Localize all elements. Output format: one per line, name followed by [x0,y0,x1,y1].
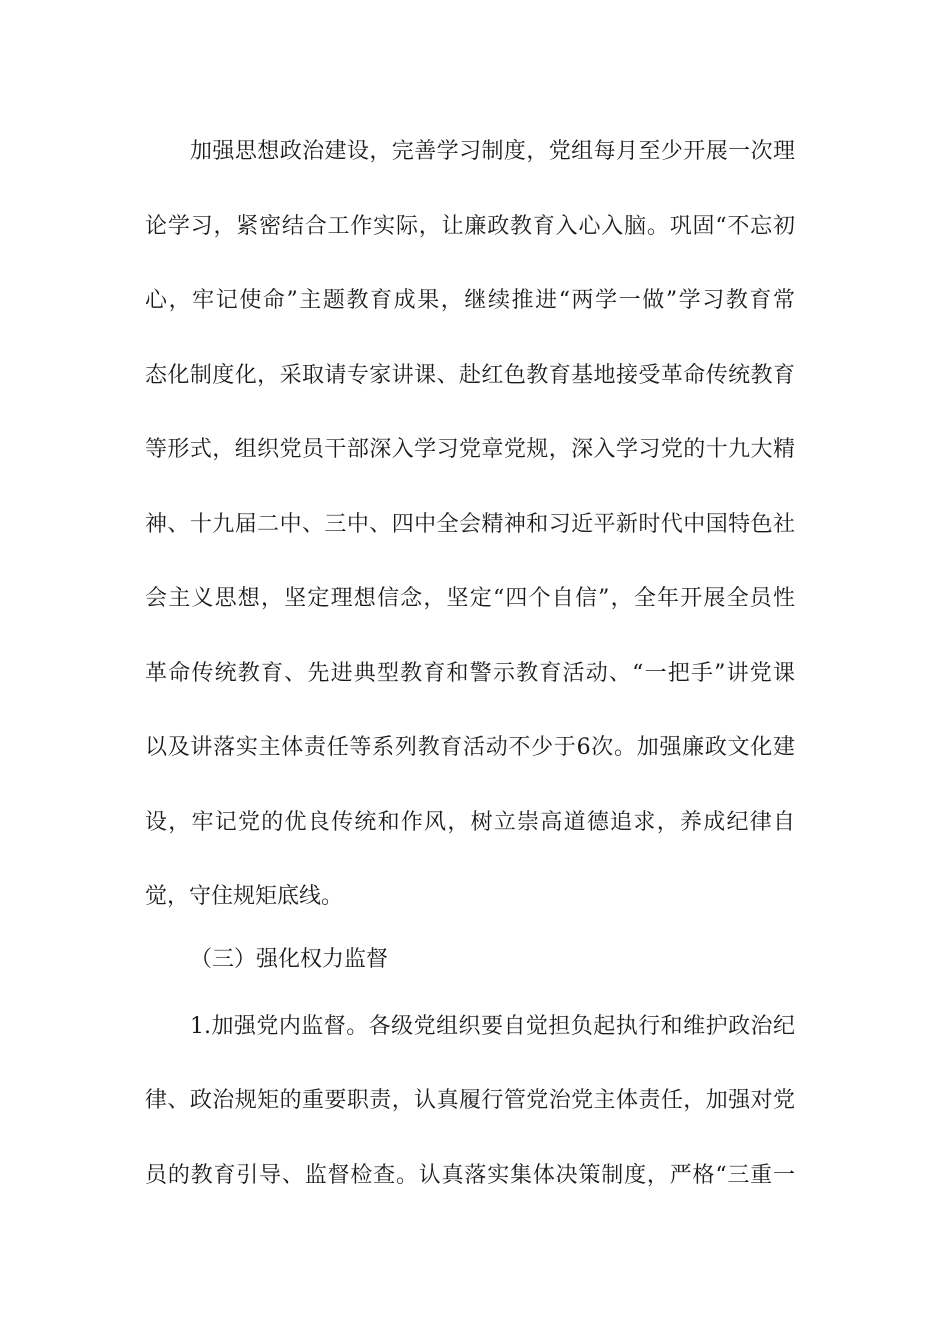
paragraph-1-line-8: 革命传统教育、先进典型教育和警示教育活动、“一把手”讲党课 [145,661,795,686]
paragraph-1-line-5: 等形式，组织党员干部深入学习党章党规，深入学习党的十九大精 [145,437,795,462]
paragraph-1-line-11: 觉，守住规矩底线。 [145,884,344,909]
paragraph-2-line-2: 律、政治规矩的重要职责，认真履行管党治党主体责任，加强对党 [145,1088,795,1113]
section-heading: （三）强化权力监督 [190,947,389,972]
paragraph-2-line-3: 员的教育引导、监督检查。认真落实集体决策制度，严格“三重一 [145,1163,795,1188]
paragraph-1-line-4: 态化制度化，采取请专家讲课、赴红色教育基地接受革命传统教育 [145,363,795,388]
paragraph-1-line-3: 心，牢记使命”主题教育成果，继续推进“两学一做”学习教育常 [145,288,795,313]
paragraph-1-line-6: 神、十九届二中、三中、四中全会精神和习近平新时代中国特色社 [145,512,795,537]
paragraph-1-line-1: 加强思想政治建设，完善学习制度，党组每月至少开展一次理 [190,139,795,164]
paragraph-1-line-10: 设，牢记党的优良传统和作风，树立崇高道德追求，养成纪律自 [145,810,795,835]
paragraph-1-line-2: 论学习，紧密结合工作实际，让廉政教育入心入脑。巩固“不忘初 [145,214,795,239]
paragraph-1-line-7: 会主义思想，坚定理想信念，坚定“四个自信”，全年开展全员性 [145,586,795,611]
paragraph-1-line-9: 以及讲落实主体责任等系列教育活动不少于6次。加强廉政文化建 [145,735,795,760]
paragraph-2-line-1: 1.加强党内监督。各级党组织要自觉担负起执行和维护政治纪 [190,1014,795,1039]
